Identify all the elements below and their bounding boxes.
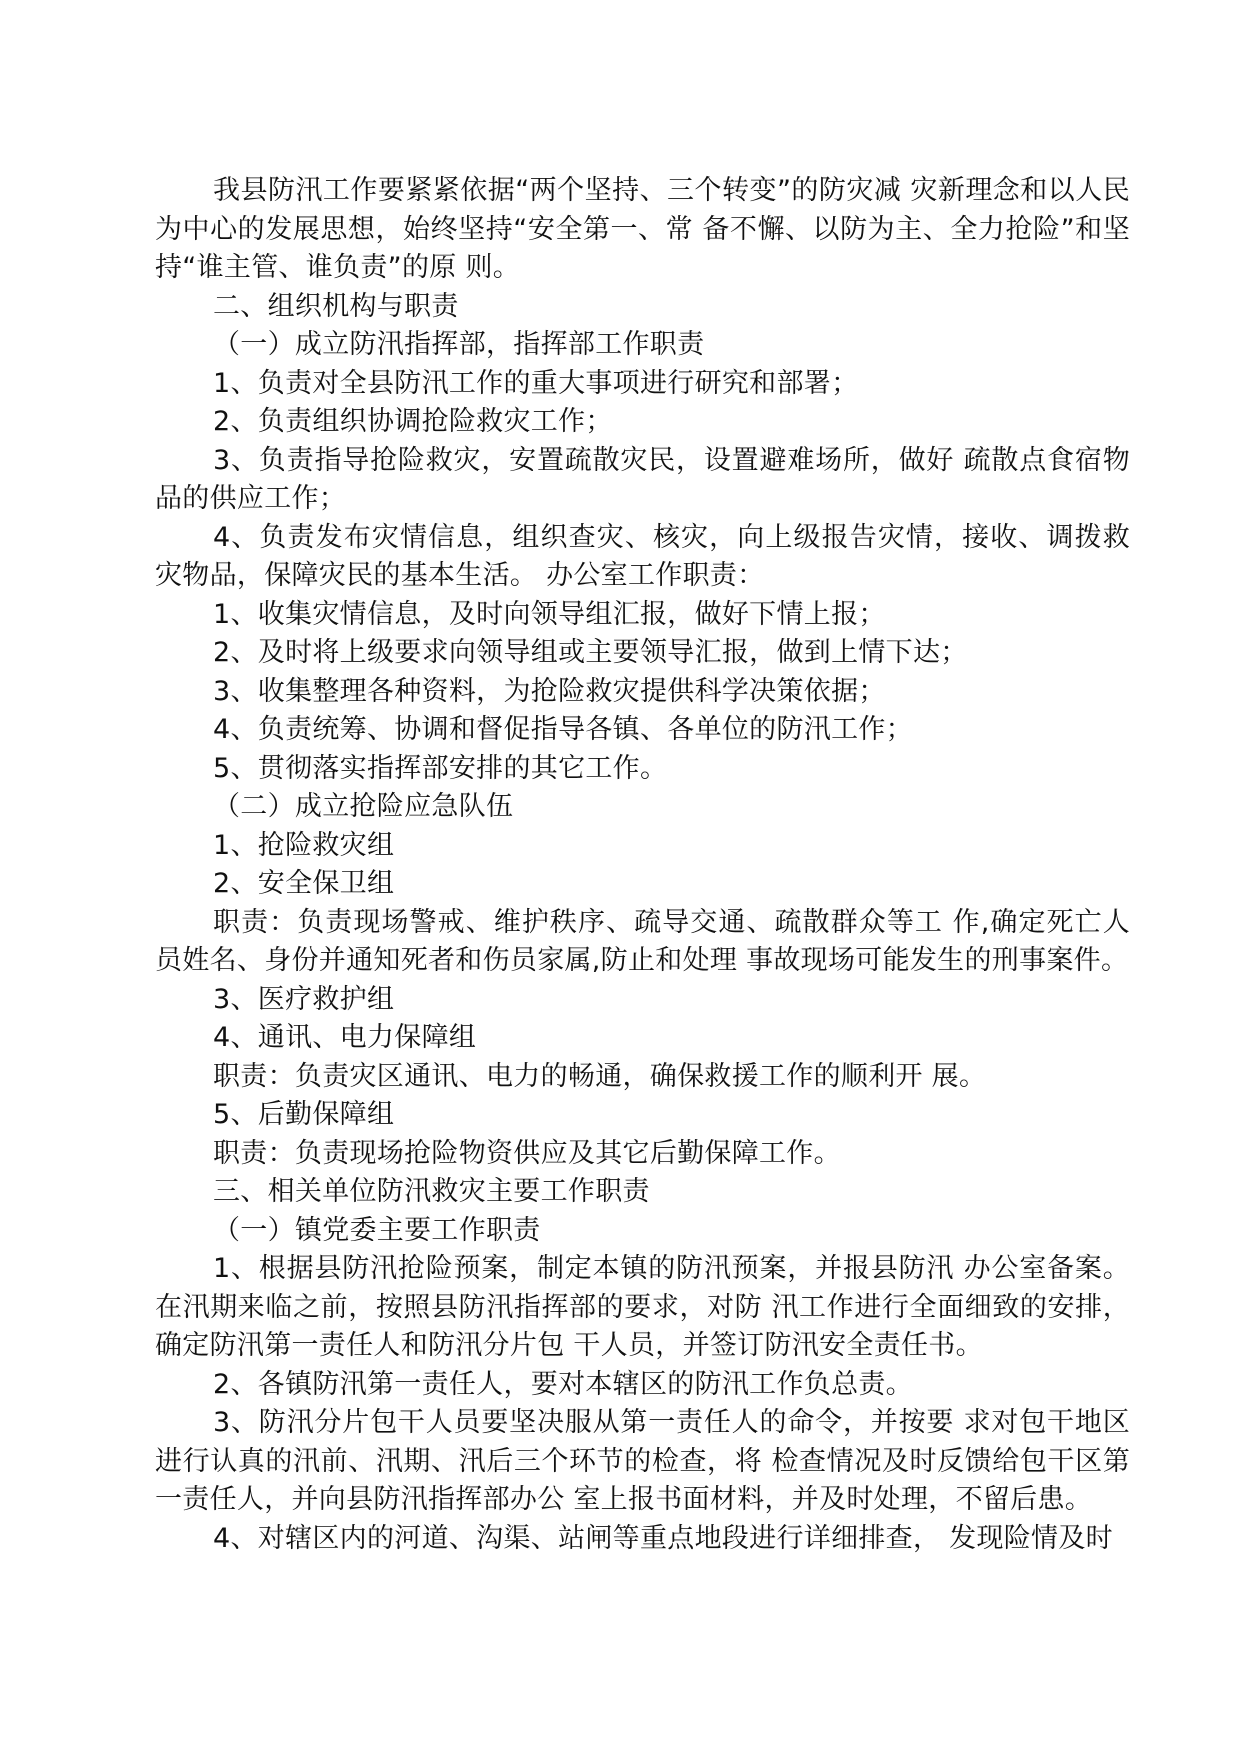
heading-subsection-2: （二）成立抢险应急队伍 [213, 791, 514, 822]
duty-paragraph: 职责：负责灾区通讯、电力的畅通，确保救援工作的顺利开 展。 [213, 1060, 987, 1092]
list-item: 2、及时将上级要求向领导组或主要领导汇报，做到上情下达； [213, 637, 968, 668]
duty-paragraph: 职责：负责现场抢险物资供应及其它后勤保障工作。 [213, 1137, 841, 1169]
list-item: 4、通讯、电力保障组 [213, 1022, 477, 1053]
list-item: 2、各镇防汛第一责任人，要对本辖区的防汛工作负总责。 [213, 1368, 913, 1400]
list-item: 3、收集整理各种资料，为抢险救灾提供科学决策依据； [213, 675, 886, 707]
heading-section-2: 二、组织机构与职责 [213, 290, 459, 322]
list-item: 3、医疗救护组 [213, 983, 395, 1015]
duty-paragraph: 职责：负责现场警戒、维护秩序、疏导交通、疏散群众等工 作,确定死亡人员姓名、身份并通知死者和伤员家属,防止和处理 事故现场可能发生的刑事案件。 [155, 906, 1130, 976]
list-item: 4、负责发布灾情信息，组织查灾、核灾，向上级报告灾情，接收、调拨救灾物品，保障灾民的基本生活。 办公室工作职责： [155, 521, 1130, 591]
list-item: 4、负责统筹、协调和督促指导各镇、各单位的防汛工作； [213, 714, 913, 745]
list-item: 4、对辖区内的河道、沟渠、站闸等重点地段进行详细排查， 发现险情及时 [213, 1522, 1113, 1554]
list-item: 1、根据县防汛抢险预案，制定本镇的防汛预案，并报县防汛 办公室备案。在汛期来临之前，按照县防汛指挥部的要求，对防 汛工作进行全面细致的安排，确定防汛第一责任人和防汛分片包 干人员，并签订防汛安全责任书。 [155, 1253, 1130, 1361]
list-item: 2、安全保卫组 [213, 868, 395, 899]
heading-subsection-1: （一）成立防汛指挥部，指挥部工作职责 [213, 329, 705, 360]
heading-section-3: 三、相关单位防汛救灾主要工作职责 [213, 1176, 650, 1207]
list-item: 1、负责对全县防汛工作的重大事项进行研究和部署； [213, 367, 859, 399]
list-item: 5、贯彻落实指挥部安排的其它工作。 [213, 752, 668, 784]
list-item: 2、负责组织协调抢险救灾工作； [213, 406, 613, 437]
list-item: 3、负责指导抢险救灾，安置疏散灾民，设置避难场所，做好 疏散点食宿物品的供应工作； [155, 444, 1130, 514]
heading-subsection-1: （一）镇党委主要工作职责 [213, 1214, 541, 1246]
list-item: 5、后勤保障组 [213, 1099, 395, 1130]
list-item: 1、收集灾情信息，及时向领导组汇报，做好下情上报； [213, 598, 886, 630]
list-item: 3、防汛分片包干人员要坚决服从第一责任人的命令，并按要 求对包干地区进行认真的汛前、汛期、汛后三个环节的检查，将 检查情况及时反馈给包干区第一责任人，并向县防汛指挥部办公 室上报书面材料，并及时处理，不留后患。 [155, 1407, 1130, 1515]
document-body [155, 172, 1130, 1558]
list-item: 1、抢险救灾组 [213, 829, 395, 861]
paragraph-intro: 我县防汛工作要紧紧依据“两个坚持、三个转变”的防灾减 灾新理念和以人民为中心的发展思想，始终坚持“安全第一、常 备不懈、以防为主、全力抢险”和坚持“谁主管、谁负责”的原 则。 [155, 175, 1130, 283]
